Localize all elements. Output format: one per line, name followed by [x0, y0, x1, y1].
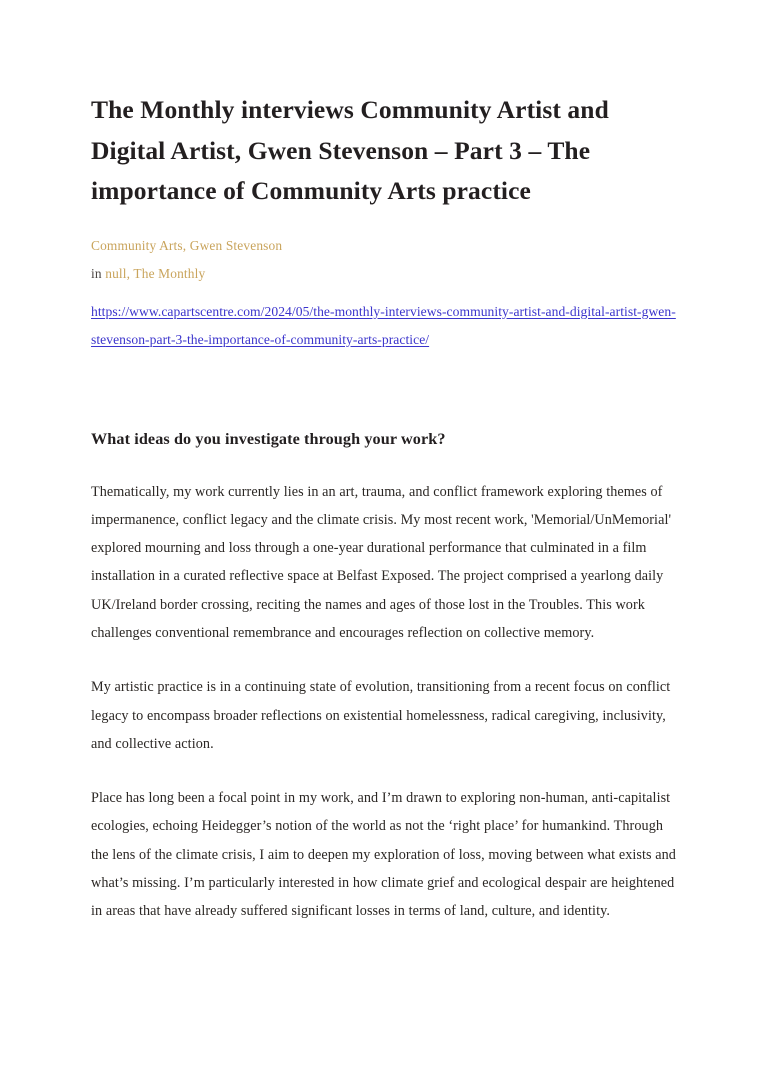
section-heading-question: What ideas do you investigate through your work?	[91, 429, 446, 448]
source-url-link[interactable]: https://www.capartscentre.com/2024/05/the-monthly-interviews-community-artist-and-digital-artist-gwen-stevenson-part-3-the-importance-of-community-arts-practice/	[91, 303, 676, 347]
publication-prefix-label: in	[91, 265, 102, 281]
heading-bottom-spacer	[91, 451, 677, 478]
page-title: The Monthly interviews Community Artist and Digital Artist, Gwen Stevenson – Part 3 – The importance of Community Arts practice	[91, 95, 609, 205]
body-paragraph: Thematically, my work currently lies in an art, trauma, and conflict framework exploring themes of impermanence, conflict legacy and the climate crisis. My most recent work, 'Memorial/UnMemorial' explored mourning and loss through a one-year durational performance that culminated in a film installation in a curated reflective space at Belfast Exposed. The project comprised a yearlong daily UK/Ireland border crossing, reciting the names and ages of those lost in the Troubles. This work challenges conventional remembrance and encourages reflection on collective memory.	[91, 483, 672, 641]
article-metadata	[91, 232, 677, 288]
publication-name: null, The Monthly	[105, 265, 206, 281]
paragraph-spacer	[91, 758, 677, 784]
article-categories: Community Arts, Gwen Stevenson	[91, 237, 283, 253]
body-paragraph: My artistic practice is in a continuing state of evolution, transitioning from a recent focus on conflict legacy to encompass broader reflections on existential homelessness, radical caregiving, inclusivity, and collective action.	[91, 679, 671, 752]
body-paragraph: Place has long been a focal point in my work, and I’m drawn to exploring non-human, anti-capitalist ecologies, echoing Heidegger’s notion of the world as not the ‘right place’ for humankind. Through the lens of the climate crisis, I aim to deepen my exploration of loss, moving between what exists and what’s missing. I’m particularly interested in how climate grief and ecological despair are heightened in areas that have already suffered significant losses in terms of land, culture, and identity.	[91, 790, 676, 920]
article-publication-line	[91, 260, 677, 288]
source-link-container	[91, 298, 677, 354]
paragraph-spacer	[91, 647, 677, 673]
heading-top-spacer	[91, 354, 677, 427]
